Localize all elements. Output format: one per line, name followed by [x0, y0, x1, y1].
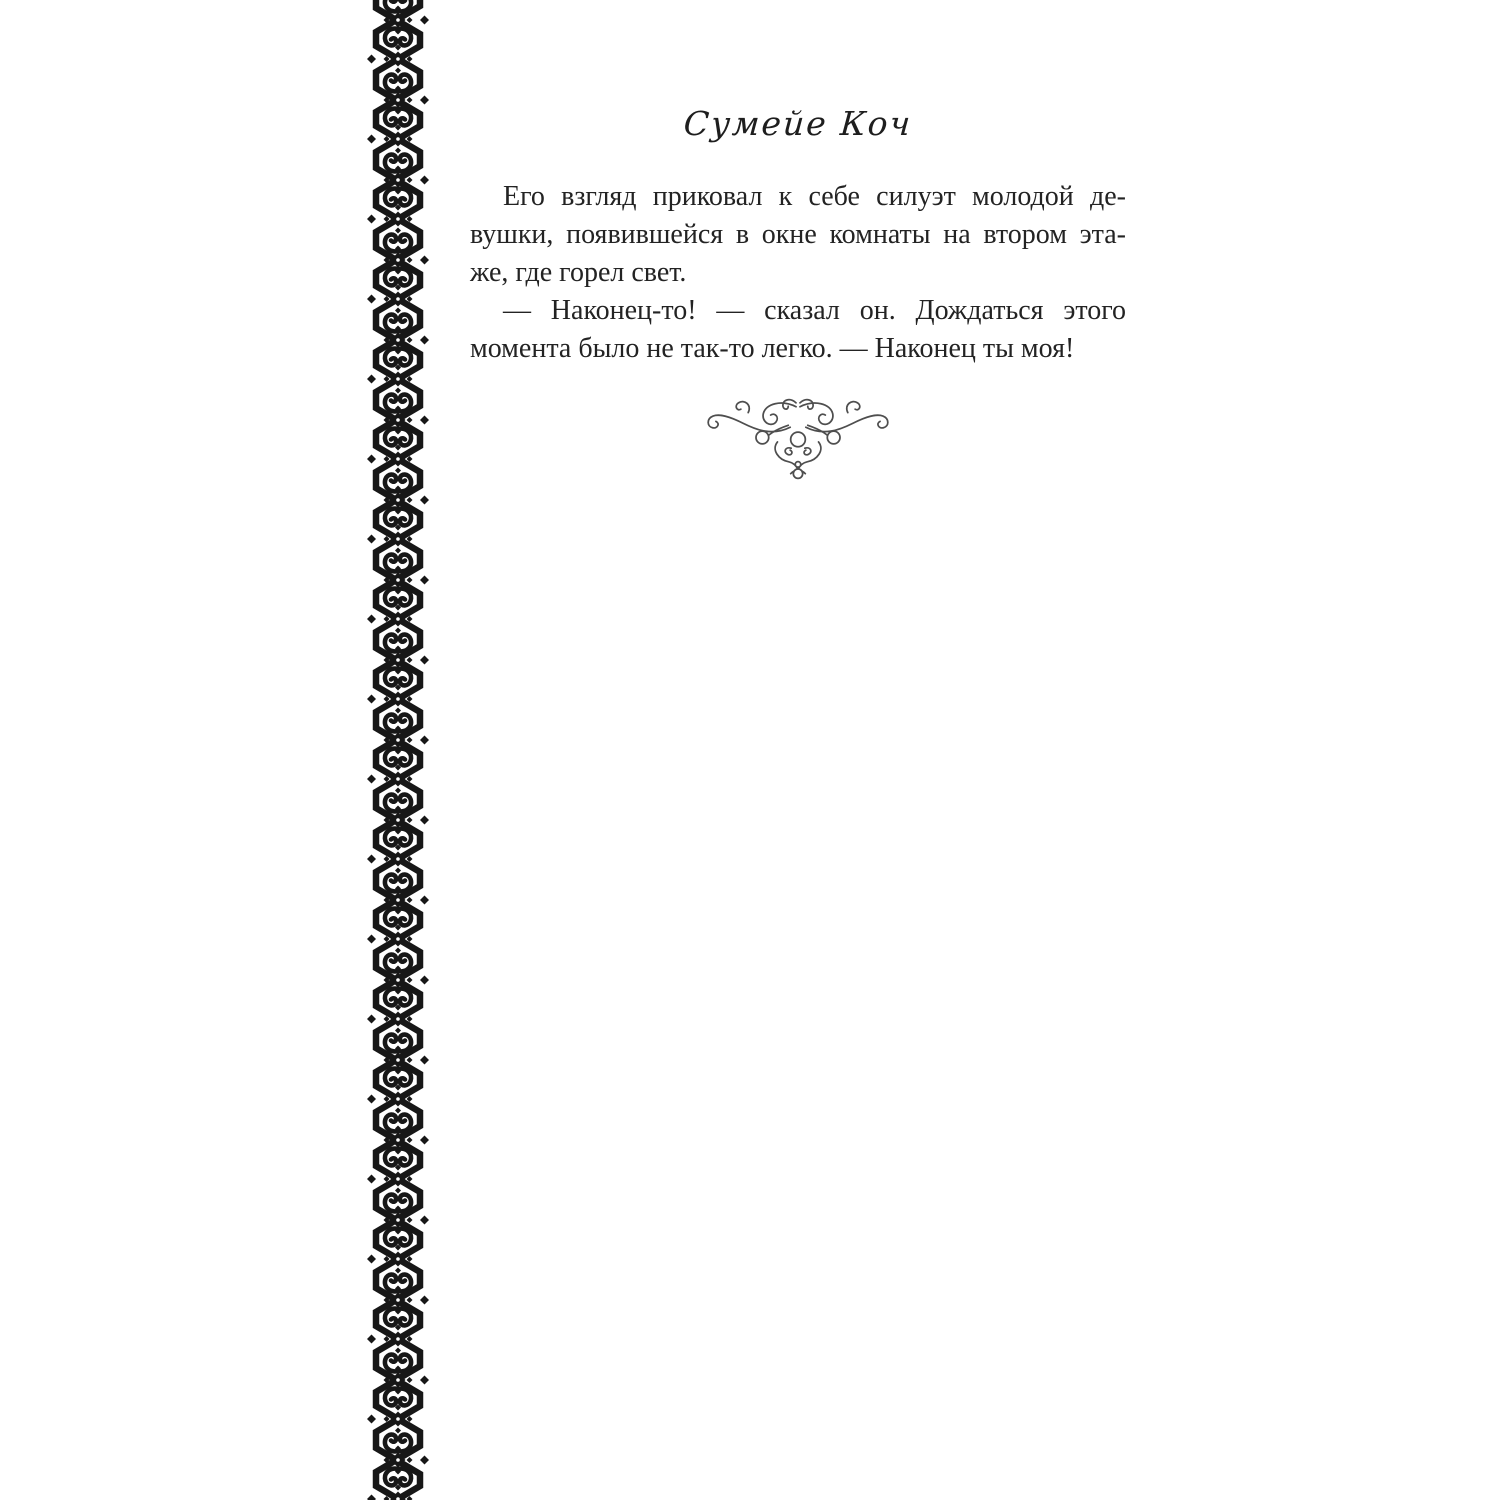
body-text-block: [470, 178, 1126, 368]
text-line: вушки, появившейся в окне комнаты на втором эта-: [470, 219, 1126, 250]
text-line: же, где горел свет.: [470, 257, 687, 288]
ornamental-border-strip: [366, 0, 430, 1500]
text-line: — Наконец-то! — сказал он. Дождаться этого: [503, 295, 1126, 326]
running-head-author: Сумейе Коч: [682, 104, 914, 143]
lattice-pattern-icon: [366, 0, 430, 1500]
flourish-divider-icon: [696, 396, 900, 480]
text-line: момента было не так-то легко. — Наконец ты моя!: [470, 333, 1075, 364]
text-line: Его взгляд приковал к себе силуэт молодой де-: [503, 181, 1126, 212]
